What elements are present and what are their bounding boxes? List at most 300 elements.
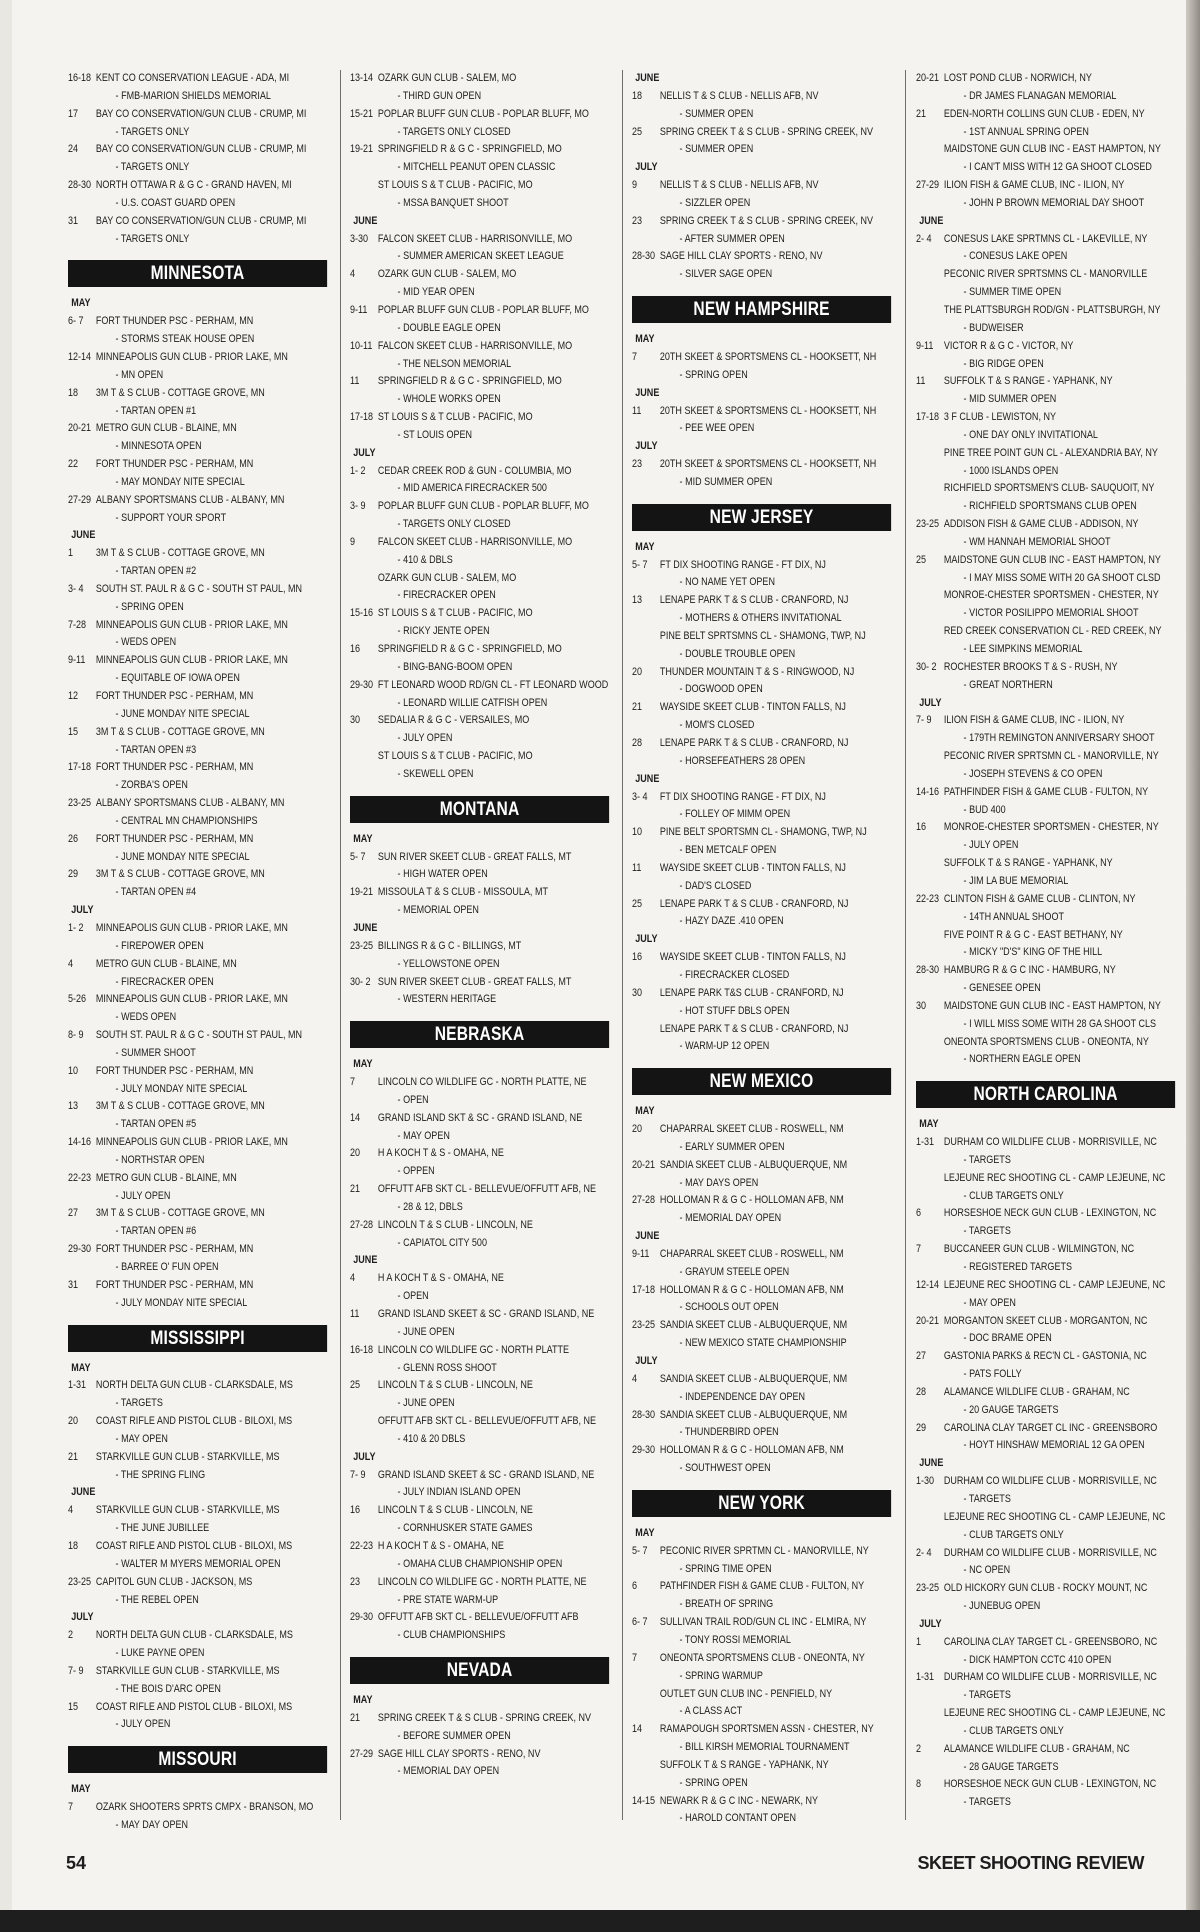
- club-location: NORTH DELTA GUN CLUB - CLARKSDALE, MS: [95, 1379, 293, 1392]
- month-heading: MAY: [635, 1526, 655, 1539]
- shoot-listing: [68, 956, 330, 992]
- shoot-date: 20: [632, 1123, 643, 1136]
- shoot-listing: [350, 1609, 612, 1645]
- shoot-date: 9-11: [68, 654, 86, 667]
- club-location: LINCOLN T & S CLUB - LINCOLN, NE: [377, 1504, 533, 1517]
- club-location: PECONIC RIVER SPRTSMNS CL - MANORVILLE: [943, 268, 1148, 281]
- club-location: OFFUTT AFB SKT CL - BELLEVUE/OFFUTT AFB: [377, 1611, 579, 1624]
- shoot-date: 28: [632, 737, 643, 749]
- shoot-date: 11: [632, 404, 642, 417]
- shoot-listing: [68, 1170, 330, 1206]
- club-location: LINCOLN CO WILDLIFE GC - NORTH PLATTE: [377, 1343, 570, 1356]
- shoot-date: 24: [68, 143, 79, 156]
- shoot-listing: [632, 557, 894, 593]
- shoot-listing: [916, 1473, 1178, 1509]
- club-location: COAST RIFLE AND PISTOL CLUB - BILOXI, MS: [95, 1539, 293, 1552]
- club-location: CAROLINA CLAY TARGET CL INC - GREENSBORO: [943, 1421, 1158, 1434]
- state-heading: NEVADA: [350, 1657, 609, 1684]
- listing-column-1: [68, 70, 330, 1835]
- shoot-listing: [350, 373, 612, 409]
- shoot-name: - SKEWELL OPEN: [397, 767, 474, 780]
- shoot-name: - LUKE PAYNE OPEN: [115, 1647, 205, 1660]
- shoot-date: 28-30: [632, 1408, 656, 1421]
- shoot-name: - 28 & 12, DBLS: [397, 1200, 463, 1213]
- shoot-listing: [916, 927, 1178, 963]
- shoot-name: - CORNHUSKER STATE GAMES: [397, 1522, 533, 1535]
- shoot-listing: [632, 456, 894, 492]
- club-location: LENAPE PARK T & S CLUB - CRANFORD, NJ: [659, 1022, 849, 1035]
- shoot-name: - MINNESOTA OPEN: [115, 440, 202, 453]
- club-location: ALBANY SPORTSMANS CLUB - ALBANY, MN: [95, 797, 285, 810]
- shoot-listing: [350, 712, 612, 748]
- shoot-name: - FMB-MARION SHIELDS MEMORIAL: [115, 89, 271, 102]
- club-location: FIVE POINT R & G C - EAST BETHANY, NY: [943, 928, 1123, 941]
- shoot-name: - RICKY JENTE OPEN: [397, 625, 490, 638]
- shoot-listing: [632, 248, 894, 284]
- club-location: FT LEONARD WOOD RD/GN CL - FT LEONARD WOOD: [377, 678, 609, 691]
- shoot-listing: [68, 385, 330, 421]
- shoot-date: 3- 9: [350, 500, 366, 513]
- club-location: ST LOUIS S & T CLUB - PACIFIC, MO: [377, 179, 533, 192]
- shoot-name: - JULY OPEN: [963, 839, 1019, 852]
- shoot-date: 16-18: [68, 72, 92, 84]
- shoot-date: 27-28: [632, 1194, 656, 1207]
- shoot-name: - OPEN: [397, 1290, 429, 1303]
- shoot-listing: [350, 177, 612, 213]
- shoot-date: 7: [632, 1651, 638, 1664]
- shoot-listing: [916, 480, 1178, 516]
- club-location: HOLLOMAN R & G C - HOLLOMAN AFB, NM: [659, 1283, 844, 1296]
- shoot-listing: [632, 664, 894, 700]
- shoot-name: - MSSA BANQUET SHOOT: [397, 196, 509, 209]
- shoot-listing: [68, 724, 330, 760]
- shoot-date: 14-15: [632, 1794, 656, 1807]
- shoot-listing: [632, 1578, 894, 1614]
- shoot-listing: [632, 349, 894, 385]
- club-location: STARKVILLE GUN CLUB - STARKVILLE, MS: [95, 1504, 280, 1517]
- club-location: DURHAM CO WILDLIFE CLUB - MORRISVILLE, NC: [943, 1136, 1157, 1149]
- shoot-listing: [632, 949, 894, 985]
- shoot-date: 18: [68, 386, 79, 399]
- club-location: MINNEAPOLIS GUN CLUB - PRIOR LAKE, MN: [95, 993, 288, 1006]
- month-heading: JULY: [919, 696, 942, 709]
- shoot-name: - MOTHERS & OTHERS INVITATIONAL: [679, 612, 842, 625]
- shoot-date: 29-30: [632, 1444, 656, 1457]
- shoot-date: 19-21: [350, 886, 374, 899]
- club-location: 3M T & S CLUB - COTTAGE GROVE, MN: [95, 1100, 265, 1113]
- month-heading: MAY: [353, 1058, 373, 1071]
- club-location: DURHAM CO WILDLIFE CLUB - MORRISVILLE, NC: [943, 1671, 1157, 1684]
- shoot-date: 22-23: [68, 1171, 92, 1184]
- shoot-date: 19-21: [350, 143, 374, 156]
- shoot-listing: [916, 1634, 1178, 1670]
- club-location: FORT THUNDER PSC - PERHAM, MN: [95, 1243, 254, 1256]
- shoot-name: - MID SUMMER OPEN: [963, 393, 1057, 406]
- shoot-name: - 1000 ISLANDS OPEN: [963, 464, 1059, 477]
- club-location: LINCOLN CO WILDLIFE GC - NORTH PLATTE, NE: [377, 1575, 587, 1588]
- shoot-listing: [350, 938, 612, 974]
- shoot-listing: [350, 1710, 612, 1746]
- shoot-name: - BUD 400: [963, 803, 1006, 816]
- shoot-listing: [916, 1277, 1178, 1313]
- club-location: LEJEUNE REC SHOOTING CL - CAMP LEJEUNE, NC: [943, 1171, 1166, 1184]
- shoot-listing: [350, 1074, 612, 1110]
- shoot-name: - 410 & DBLS: [397, 553, 453, 566]
- club-location: BAY CO CONSERVATION/GUN CLUB - CRUMP, MI: [95, 107, 307, 120]
- shoot-date: 4: [350, 1272, 356, 1285]
- shoot-listing: [632, 403, 894, 439]
- club-location: ST LOUIS S & T CLUB - PACIFIC, MO: [377, 607, 533, 620]
- shoot-listing: [68, 1277, 330, 1313]
- shoot-date: 27-29: [916, 179, 940, 192]
- shoot-listing: [916, 1384, 1178, 1420]
- shoot-listing: [632, 1614, 894, 1650]
- shoot-name: - HOT STUFF DBLS OPEN: [679, 1004, 790, 1017]
- shoot-listing: [350, 534, 612, 570]
- shoot-date: 13: [68, 1100, 79, 1113]
- shoot-listing: [68, 1063, 330, 1099]
- shoot-listing: [632, 1407, 894, 1443]
- club-location: CAROLINA CLAY TARGET CL - GREENSBORO, NC: [943, 1635, 1158, 1648]
- shoot-name: - TARGETS: [963, 1225, 1011, 1238]
- club-location: LEJEUNE REC SHOOTING CL - CAMP LEJEUNE, NC: [943, 1510, 1166, 1523]
- month-heading: JUNE: [71, 529, 96, 542]
- shoot-date: 12: [68, 690, 79, 702]
- shoot-name: - DOC BRAME OPEN: [963, 1332, 1052, 1345]
- shoot-listing: [916, 1134, 1178, 1170]
- month-heading: JUNE: [635, 72, 660, 84]
- club-location: NEWARK R & G C INC - NEWARK, NY: [659, 1794, 819, 1807]
- shoot-date: [916, 480, 944, 498]
- club-location: SOUTH ST. PAUL R & G C - SOUTH ST PAUL, MN: [95, 582, 303, 595]
- club-location: LINCOLN CO WILDLIFE GC - NORTH PLATTE, NE: [377, 1076, 587, 1089]
- shoot-listing: [632, 735, 894, 771]
- shoot-listing: [350, 70, 612, 106]
- club-location: MAIDSTONE GUN CLUB INC - EAST HAMPTON, NY: [943, 553, 1161, 566]
- shoot-listing: [916, 231, 1178, 267]
- shoot-date: 22: [68, 458, 79, 471]
- shoot-name: - TARGETS: [963, 1796, 1011, 1809]
- shoot-listing: [916, 1205, 1178, 1241]
- shoot-name: - PEE WEE OPEN: [679, 422, 755, 435]
- club-location: SPRING CREEK T & S CLUB - SPRING CREEK, NV: [659, 125, 874, 138]
- shoot-name: - WESTERN HERITAGE: [397, 993, 497, 1006]
- shoot-date: 17-18: [350, 411, 374, 424]
- shoot-name: - OPEN: [397, 1093, 429, 1106]
- shoot-name: - JUNEBUG OPEN: [963, 1600, 1041, 1613]
- club-location: 20TH SKEET & SPORTSMENS CL - HOOKSETT, NH: [659, 458, 877, 471]
- column-divider: [340, 70, 341, 1820]
- shoot-listing: [68, 1377, 330, 1413]
- shoot-listing: [632, 1246, 894, 1282]
- shoot-date: [632, 1686, 660, 1704]
- club-location: LENAPE PARK T & S CLUB - CRANFORD, NJ: [659, 594, 849, 607]
- club-location: FT DIX SHOOTING RANGE - FT DIX, NJ: [659, 558, 826, 571]
- shoot-date: 28: [916, 1385, 927, 1398]
- shoot-date: 30: [350, 714, 361, 727]
- shoot-name: - DOUBLE TROUBLE OPEN: [679, 647, 796, 660]
- club-location: GRAND ISLAND SKEET & SC - GRAND ISLAND, NE: [377, 1308, 595, 1320]
- shoot-name: - TARGETS: [963, 1689, 1011, 1702]
- shoot-date: 8- 9: [68, 1029, 84, 1042]
- shoot-name: - THE REBEL OPEN: [115, 1593, 199, 1606]
- shoot-listing: [350, 266, 612, 302]
- club-location: LENAPE PARK T & S CLUB - CRANFORD, NJ: [659, 897, 849, 910]
- club-location: ALAMANCE WILDLIFE CLUB - GRAHAM, NC: [943, 1742, 1130, 1755]
- shoot-listing: [632, 1543, 894, 1579]
- shoot-name: - TARGETS: [115, 1397, 163, 1410]
- shoot-name: - THE SPRING FLING: [115, 1468, 206, 1481]
- club-location: FORT THUNDER PSC - PERHAM, MN: [95, 761, 254, 774]
- shoot-listing: [916, 516, 1178, 552]
- shoot-name: - TARGETS: [963, 1492, 1011, 1505]
- shoot-date: [916, 855, 944, 873]
- shoot-name: - HIGH WATER OPEN: [397, 868, 488, 881]
- shoot-listing: [68, 1574, 330, 1610]
- club-location: H A KOCH T & S - OMAHA, NE: [377, 1147, 504, 1160]
- shoot-date: 15: [68, 725, 79, 738]
- state-heading: NEW HAMPSHIRE: [632, 296, 891, 323]
- shoot-date: 20-21: [68, 422, 92, 435]
- club-location: FORT THUNDER PSC - PERHAM, MN: [95, 315, 254, 328]
- shoot-name: - FOLLEY OF MIMM OPEN: [679, 808, 791, 821]
- shoot-name: - MOM'S CLOSED: [679, 719, 755, 732]
- shoot-date: 11: [350, 1308, 360, 1320]
- shoot-listing: [916, 1705, 1178, 1741]
- shoot-name: - BREATH OF SPRING: [679, 1598, 774, 1611]
- shoot-listing: [916, 819, 1178, 855]
- shoot-date: 3-30: [350, 232, 369, 245]
- scan-edge: [1186, 0, 1200, 1932]
- shoot-listing: [916, 177, 1178, 213]
- shoot-name: - BIG RIDGE OPEN: [963, 357, 1044, 370]
- shoot-listing: [68, 545, 330, 581]
- club-location: SULLIVAN TRAIL ROD/GUN CL INC - ELMIRA, NY: [659, 1616, 867, 1629]
- shoot-listing: [916, 1776, 1178, 1812]
- shoot-name: - BILL KIRSH MEMORIAL TOURNAMENT: [679, 1741, 850, 1754]
- shoot-date: 16: [350, 1504, 361, 1517]
- shoot-name: - BING-BANG-BOOM OPEN: [397, 660, 513, 673]
- shoot-date: 7: [68, 1801, 74, 1814]
- shoot-name: - WEDS OPEN: [115, 1011, 177, 1024]
- shoot-name: - WEDS OPEN: [115, 636, 177, 649]
- shoot-listing: [350, 1377, 612, 1413]
- shoot-date: 27: [68, 1207, 79, 1220]
- shoot-name: - JULY OPEN: [115, 1718, 171, 1731]
- column-divider: [622, 70, 623, 1820]
- club-location: KENT CO CONSERVATION LEAGUE - ADA, MI: [95, 72, 290, 84]
- shoot-date: 15-16: [350, 607, 374, 620]
- shoot-name: - JULY MONDAY NITE SPECIAL: [115, 1296, 248, 1309]
- shoot-date: 5- 7: [632, 1544, 648, 1557]
- shoot-listing: [68, 213, 330, 249]
- club-location: OZARK GUN CLUB - SALEM, MO: [377, 571, 517, 584]
- shoot-listing: [350, 974, 612, 1010]
- club-location: PECONIC RIVER SPRTSMN CL - MANORVILLE, NY: [943, 750, 1159, 763]
- shoot-date: 11: [350, 375, 360, 388]
- shoot-date: 17-18: [916, 411, 940, 424]
- club-location: POPLAR BLUFF GUN CLUB - POPLAR BLUFF, MO: [377, 500, 589, 513]
- shoot-date: 29: [916, 1421, 927, 1434]
- shoot-listing: [68, 177, 330, 213]
- shoot-name: - FIRECRACKER OPEN: [115, 975, 214, 988]
- shoot-listing: [350, 748, 612, 784]
- shoot-name: - JUNE OPEN: [397, 1325, 455, 1338]
- listing-column-2: [350, 70, 612, 1781]
- shoot-date: 4: [632, 1372, 638, 1385]
- club-location: FALCON SKEET CLUB - HARRISONVILLE, MO: [377, 232, 573, 245]
- club-location: OZARK GUN CLUB - SALEM, MO: [377, 268, 517, 281]
- shoot-listing: [350, 141, 612, 177]
- shoot-date: 5- 7: [350, 850, 366, 863]
- month-heading: JUNE: [635, 772, 660, 785]
- shoot-listing: [350, 409, 612, 445]
- shoot-name: - SILVER SAGE OPEN: [679, 268, 773, 281]
- club-location: SPRINGFIELD R & G C - SPRINGFIELD, MO: [377, 143, 562, 156]
- shoot-listing: [68, 1627, 330, 1663]
- shoot-listing: [632, 1721, 894, 1757]
- shoot-name: - CLUB TARGETS ONLY: [963, 1528, 1064, 1541]
- shoot-name: - GLENN ROSS SHOOT: [397, 1361, 497, 1374]
- shoot-date: 4: [350, 268, 356, 281]
- month-heading: JULY: [71, 904, 94, 917]
- month-heading: MAY: [353, 1694, 373, 1707]
- club-location: WAYSIDE SKEET CLUB - TINTON FALLS, NJ: [659, 951, 846, 964]
- shoot-date: 21: [916, 107, 927, 120]
- club-location: OFFUTT AFB SKT CL - BELLEVUE/OFFUTT AFB, NE: [377, 1415, 597, 1428]
- shoot-listing: [632, 1371, 894, 1407]
- shoot-date: 28-30: [632, 250, 656, 263]
- shoot-date: 10: [632, 826, 643, 839]
- shoot-date: 27: [916, 1350, 927, 1363]
- shoot-name: - EQUITABLE OF IOWA OPEN: [115, 672, 240, 685]
- shoot-date: [350, 177, 378, 195]
- shoot-date: 23-25: [68, 797, 92, 810]
- club-location: LINCOLN T & S CLUB - LINCOLN, NE: [377, 1379, 533, 1392]
- shoot-listing: [916, 1580, 1178, 1616]
- shoot-listing: [68, 920, 330, 956]
- month-heading: MAY: [71, 297, 91, 310]
- shoot-name: - FIRECRACKER CLOSED: [679, 968, 790, 981]
- club-location: SPRING CREEK T & S CLUB - SPRING CREEK, NV: [377, 1711, 592, 1724]
- club-location: SEDALIA R & G C - VERSAILES, MO: [377, 714, 530, 727]
- club-location: SANDIA SKEET CLUB - ALBUQUERQUE, NM: [659, 1319, 848, 1332]
- state-heading: NEBRASKA: [350, 1021, 609, 1048]
- shoot-date: 23-25: [916, 1582, 940, 1595]
- shoot-name: - NORTHSTAR OPEN: [115, 1153, 205, 1166]
- month-heading: JULY: [635, 440, 658, 453]
- shoot-listing: [632, 628, 894, 664]
- shoot-name: - MICKY "D'S" KING OF THE HILL: [963, 946, 1103, 959]
- shoot-date: 14: [632, 1723, 643, 1736]
- club-location: ILION FISH & GAME CLUB, INC - ILION, NY: [943, 179, 1125, 192]
- shoot-listing: [916, 659, 1178, 695]
- shoot-name: - THIRD GUN OPEN: [397, 89, 482, 102]
- state-heading: NEW YORK: [632, 1490, 891, 1517]
- shoot-date: 9: [350, 535, 356, 548]
- club-location: COAST RIFLE AND PISTOL CLUB - BILOXI, MS: [95, 1700, 293, 1713]
- club-location: LOST POND CLUB - NORWICH, NY: [943, 72, 1092, 84]
- shoot-name: - TONY ROSSI MEMORIAL: [679, 1633, 791, 1646]
- shoot-listing: [68, 831, 330, 867]
- shoot-name: - JOSEPH STEVENS & CO OPEN: [963, 767, 1103, 780]
- shoot-date: 1- 2: [68, 921, 84, 934]
- shoot-name: - A CLASS ACT: [679, 1705, 743, 1718]
- club-location: MONROE-CHESTER SPORTSMEN - CHESTER, NY: [943, 821, 1159, 834]
- club-location: STARKVILLE GUN CLUB - STARKVILLE, MS: [95, 1450, 280, 1463]
- shoot-date: 2: [68, 1629, 74, 1642]
- shoot-name: - GREAT NORTHERN: [963, 678, 1053, 691]
- shoot-listing: [632, 1121, 894, 1157]
- month-heading: JUNE: [353, 1254, 378, 1267]
- shoot-name: - GENESEE OPEN: [963, 982, 1041, 995]
- club-location: SUFFOLK T & S RANGE - YAPHANK, NY: [943, 857, 1113, 870]
- month-heading: JUNE: [919, 1457, 944, 1470]
- club-location: RICHFIELD SPORTSMEN'S CLUB- SAUQUOIT, NY: [943, 482, 1155, 495]
- shoot-name: - MAY DAYS OPEN: [679, 1176, 759, 1189]
- club-location: SANDIA SKEET CLUB - ALBUQUERQUE, NM: [659, 1372, 848, 1385]
- shoot-date: [916, 445, 944, 463]
- shoot-name: - BUDWEISER: [963, 321, 1024, 334]
- club-location: GRAND ISLAND SKEET & SC - GRAND ISLAND, NE: [377, 1468, 595, 1481]
- shoot-date: [350, 1413, 378, 1431]
- shoot-date: 3- 4: [68, 582, 84, 595]
- shoot-date: [916, 748, 944, 766]
- shoot-date: [916, 1705, 944, 1723]
- shoot-name: - DAD'S CLOSED: [679, 879, 752, 892]
- shoot-date: 18: [68, 1539, 79, 1552]
- shoot-date: 23: [632, 458, 643, 471]
- shoot-date: 7- 9: [350, 1468, 366, 1481]
- shoot-date: 20-21: [916, 1314, 940, 1327]
- shoot-name: - OMAHA CLUB CHAMPIONSHIP OPEN: [397, 1557, 563, 1570]
- club-location: PECONIC RIVER SPRTMN CL - MANORVILLE, NY: [659, 1544, 869, 1557]
- shoot-name: - NO NAME YET OPEN: [679, 576, 775, 589]
- shoot-date: 18: [632, 89, 643, 102]
- club-location: NORTH DELTA GUN CLUB - CLARKSDALE, MS: [95, 1629, 293, 1642]
- club-location: METRO GUN CLUB - BLAINE, MN: [95, 422, 237, 435]
- shoot-listing: [350, 641, 612, 677]
- page-number: 54: [66, 1853, 87, 1873]
- shoot-listing: [68, 581, 330, 617]
- shoot-name: - TARGETS ONLY: [115, 232, 190, 245]
- club-location: SUFFOLK T & S RANGE - YAPHANK, NY: [659, 1758, 829, 1771]
- shoot-name: - MAY OPEN: [115, 1432, 168, 1445]
- shoot-name: - JOHN P BROWN MEMORIAL DAY SHOOT: [963, 196, 1145, 209]
- shoot-name: - LEE SIMPKINS MEMORIAL: [963, 643, 1083, 655]
- shoot-date: 1-31: [68, 1379, 87, 1392]
- shoot-name: - WARM-UP 12 OPEN: [679, 1040, 770, 1053]
- club-location: 3M T & S CLUB - COTTAGE GROVE, MN: [95, 868, 265, 881]
- shoot-listing: [350, 605, 612, 641]
- shoot-listing: [68, 1205, 330, 1241]
- shoot-date: 16-18: [350, 1343, 374, 1356]
- club-location: H A KOCH T & S - OMAHA, NE: [377, 1539, 504, 1552]
- shoot-listing: [68, 1134, 330, 1170]
- state-heading: NEW MEXICO: [632, 1068, 891, 1095]
- shoot-listing: [68, 70, 330, 106]
- club-location: OZARK SHOOTERS SPRTS CMPX - BRANSON, MO: [95, 1801, 314, 1814]
- shoot-date: 29-30: [68, 1243, 92, 1256]
- shoot-date: 23-25: [68, 1575, 92, 1588]
- club-location: SUN RIVER SKEET CLUB - GREAT FALLS, MT: [377, 850, 572, 863]
- shoot-date: 25: [632, 125, 643, 138]
- shoot-date: 21: [632, 701, 643, 714]
- club-location: OFFUTT AFB SKT CL - BELLEVUE/OFFUTT AFB, NE: [377, 1183, 597, 1196]
- listing-column-4: [916, 70, 1178, 1812]
- shoot-listing: [916, 552, 1178, 588]
- shoot-date: 17-18: [632, 1283, 656, 1296]
